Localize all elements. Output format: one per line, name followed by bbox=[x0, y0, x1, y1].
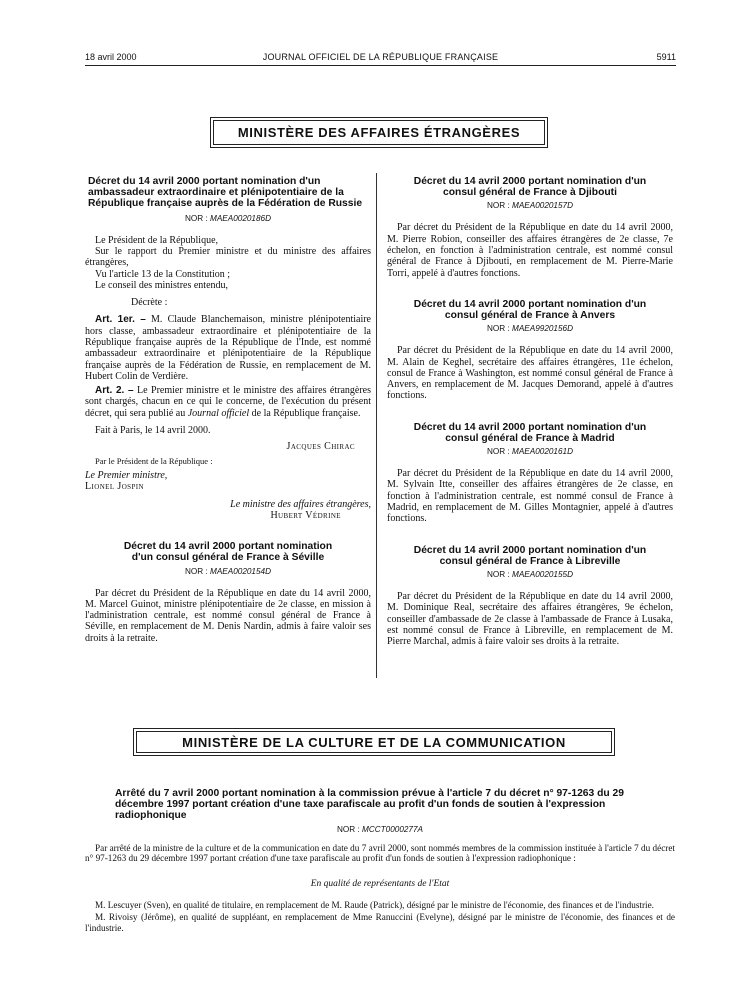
decree-title-anvers: Décret du 14 avril 2000 portant nomination d'un consul général de France à Anvers bbox=[413, 298, 647, 322]
nor-reference: NOR : MAEA0020154D bbox=[184, 566, 272, 576]
prime-minister-name: Lionel Jospin bbox=[85, 481, 144, 493]
preamble-line: Le conseil des ministres entendu, bbox=[95, 279, 229, 291]
ministry-heading-text: MINISTÈRE DES AFFAIRES ÉTRANGÈRES bbox=[237, 125, 521, 140]
nor-reference: NOR : MCCT0000277A bbox=[336, 824, 423, 834]
left-column bbox=[85, 176, 371, 644]
ministry-heading-culture bbox=[133, 728, 615, 756]
decree-body-djibouti: Par décret du Président de la République en date du 14 avril 2000, M. Pierre Robion, conseiller des affaires étrangères de 2e classe, 7e échelon, en fonction à l'administration centrale, est nommé consul général de France à Djibouti, en remplacement de M. Pierre-Marie Torri, appelé à d'autres fonctions. bbox=[387, 222, 673, 279]
minister-name: Hubert Védrine bbox=[270, 509, 341, 521]
member-entry: M. Rivoisy (Jérôme), en qualité de suppléant, en remplacement de Mme Ranuccini (Evelyne), désigné par le ministre de l'économie, des finances et de l'industrie. bbox=[85, 912, 675, 933]
column-divider bbox=[376, 173, 377, 678]
page-header bbox=[85, 52, 676, 64]
article-1: Art. 1er. – M. Claude Blanchemaison, ministre plénipotentiaire hors classe, ambassadeur extraordinaire et plénipotentiaire de la République française auprès de la République de l'Inde, est nommé ambassadeur extraordinaire et plénipotentiaire de la République française auprès de la Fédération de Russie, en remplacement de M. Hubert Colin de Verdière. bbox=[85, 314, 371, 382]
decree-title-madrid: Décret du 14 avril 2000 portant nomination d'un consul général de France à Madrid bbox=[413, 421, 647, 444]
decree-body-madrid: Par décret du Président de la République en date du 14 avril 2000, M. Sylvain Itte, conseiller des affaires étrangères de 2e classe, en fonction à l'administration centrale, est nommé consul de France à Madrid, en remplacement de M. Gilles Montagnier, appelé à d'autres fonctions. bbox=[387, 468, 673, 525]
signature-president: Jacques Chirac bbox=[286, 441, 355, 453]
nor-reference: NOR : MAEA0020157D bbox=[486, 201, 574, 211]
decree-title-libreville: Décret du 14 avril 2000 portant nomination d'un consul général de France à Libreville bbox=[413, 544, 647, 567]
decrete-line: Décrète : bbox=[131, 297, 168, 309]
nor-reference: NOR : MAEA0020161D bbox=[486, 447, 574, 457]
article-2: Art. 2. – Le Premier ministre et le ministre des affaires étrangères sont chargés, chacun en ce qui le concerne, de l'exécution du présent décret, qui sera publié au Journal officiel de la République française. bbox=[85, 385, 371, 419]
section-heading: En qualité de représentants de l'Etat bbox=[310, 878, 450, 889]
prime-minister-title: Le Premier ministre, bbox=[85, 469, 168, 481]
decree-body-libreville: Par décret du Président de la République en date du 14 avril 2000, M. Dominique Real, secrétaire des affaires étrangères, 9e échelon, conseiller d'ambassade de 2e classe à l'ambassade de France à Lusaka, est nommé consul de France à Libreville, en remplacement de M. Pierre Marchal, admis à faire valoir ses droits à la retraite. bbox=[387, 591, 673, 648]
header-rule bbox=[85, 65, 676, 66]
countersign-intro: Par le Président de la République : bbox=[95, 455, 213, 466]
header-page-number: 5911 bbox=[656, 52, 676, 62]
header-journal-title: JOURNAL OFFICIEL DE LA RÉPUBLIQUE FRANÇAISE bbox=[262, 52, 499, 62]
decree-body-seville: Par décret du Président de la République en date du 14 avril 2000, M. Marcel Guinot, ministre plénipotentiaire de 2e classe, en mission à l'administration centrale, est nommé consul général de France à Séville, en remplacement de M. Denis Nardin, admis à faire valoir ses droits à la retraite. bbox=[85, 587, 371, 644]
decree-title-russia: Décret du 14 avril 2000 portant nomination d'un ambassadeur extraordinaire et plénipotentiaire de la République française auprès de la Fédération de Russie bbox=[88, 176, 363, 210]
right-column bbox=[387, 176, 673, 648]
preamble-line: Le Président de la République, bbox=[95, 234, 219, 246]
arrete-title: Arrêté du 7 avril 2000 portant nomination à la commission prévue à l'article 7 du décret n° 97-1263 du 29 décembre 1997 portant création d'une taxe parafiscale au profit d'un fonds de soutien à l'expression radiophonique bbox=[115, 788, 625, 822]
nor-reference: NOR : MAEA0020155D bbox=[486, 570, 574, 580]
bottom-section bbox=[85, 788, 675, 933]
header-date: 18 avril 2000 bbox=[85, 52, 137, 62]
preamble-line: Sur le rapport du Premier ministre et du ministre des affaires étrangères, bbox=[85, 245, 371, 269]
preamble-line: Vu l'article 13 de la Constitution ; bbox=[95, 268, 231, 280]
decree-title-seville: Décret du 14 avril 2000 portant nomination d'un consul général de France à Séville bbox=[123, 541, 333, 564]
ministry-heading-foreign-affairs bbox=[210, 117, 548, 148]
decree-title-djibouti: Décret du 14 avril 2000 portant nomination d'un consul général de France à Djibouti bbox=[413, 176, 647, 199]
signature-date: Fait à Paris, le 14 avril 2000. bbox=[95, 425, 211, 437]
ministry-heading-text: MINISTÈRE DE LA CULTURE ET DE LA COMMUNICATION bbox=[182, 734, 566, 750]
decree-body-anvers: Par décret du Président de la République en date du 14 avril 2000, M. Alain de Keghel, secrétaire des affaires étrangères, 11e échelon, consul de France à Washington, est nommé consul général de France à Anvers, en remplacement de M. Jacques Demorand, appelé à d'autres fonctions. bbox=[387, 345, 673, 402]
nor-reference: NOR : MAEA0020186D bbox=[184, 213, 272, 223]
member-entry: M. Lescuyer (Sven), en qualité de titulaire, en remplacement de M. Raude (Patrick), désigné par le ministre de l'économie, des finances et de l'industrie. bbox=[95, 899, 654, 910]
nor-reference: NOR : MAEA9920156D bbox=[486, 324, 574, 334]
minister-title: Le ministre des affaires étrangères, bbox=[230, 498, 371, 510]
arrete-intro: Par arrêté de la ministre de la culture et de la communication en date du 7 avril 2000, sont nommés membres de la commission instituée à l'article 7 du décret n° 97-1263 du 29 décembre 1997 portant création d'une taxe parafiscale au profit d'un fonds de soutien à l'expression radiophonique : bbox=[85, 842, 675, 864]
